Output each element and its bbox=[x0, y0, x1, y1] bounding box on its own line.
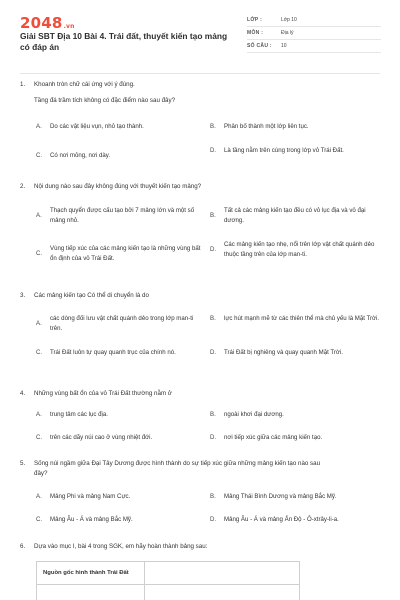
option-letter: A. bbox=[36, 212, 42, 219]
table-cell-label: Nguồn gốc hình thành Trái Đất bbox=[37, 562, 145, 585]
option-d[interactable] bbox=[210, 146, 380, 156]
table-cell-answer[interactable] bbox=[145, 562, 300, 585]
option-letter: D. bbox=[210, 147, 217, 155]
question-subtext: Tầng đá trầm tích không có đặc điểm nào sau đây? bbox=[34, 97, 176, 104]
question-number: 4. bbox=[20, 390, 26, 397]
option-text: trên các dãy núi cao ở vùng nhiệt đới. bbox=[50, 434, 153, 441]
question-1 bbox=[20, 80, 380, 105]
meta-key: LỚP : bbox=[247, 17, 263, 23]
page-header bbox=[0, 0, 400, 66]
option-text: các dòng đối lưu vật chất quánh dẻo trong lớp man-ti trên. bbox=[50, 315, 194, 332]
question-number: 3. bbox=[20, 292, 26, 299]
option-letter: C. bbox=[36, 152, 43, 160]
option-text: ngoài khơi đại dương. bbox=[224, 411, 284, 418]
option-text: Có nơi mỏng, nơi dày. bbox=[50, 152, 111, 159]
option-letter: C. bbox=[36, 349, 43, 357]
option-letter: C. bbox=[36, 434, 43, 442]
header-divider bbox=[20, 73, 380, 74]
table-row bbox=[37, 562, 300, 585]
option-text: Trái Đất luôn tự quay quanh trục của chính nó. bbox=[50, 349, 176, 356]
meta-value: 10 bbox=[281, 43, 287, 49]
brand-name: 2048 bbox=[20, 14, 63, 32]
question-text: Dựa vào mục I, bài 4 trong SGK, em hãy hoàn thành bảng sau: bbox=[34, 543, 208, 550]
question-number: 1. bbox=[20, 81, 26, 88]
option-letter: A. bbox=[36, 320, 42, 327]
question-text: Khoanh tròn chữ cái ứng với ý đúng. bbox=[34, 81, 135, 88]
option-letter: B. bbox=[210, 212, 216, 219]
meta-value: Địa lý bbox=[281, 30, 294, 36]
question-3 bbox=[20, 291, 380, 301]
option-text: Vùng tiếp xúc của các mảng kiến tạo là những vùng bất ổn định của vỏ Trái Đất. bbox=[50, 245, 201, 262]
option-text: Thạch quyển được cấu tạo bởi 7 mảng lớn và một số mảng nhỏ. bbox=[50, 207, 195, 224]
table-cell-label bbox=[37, 585, 145, 600]
table-cell-answer[interactable] bbox=[145, 585, 300, 600]
option-text: lực hút mạnh mẽ từ các thiên thể mà chủ yếu là Mặt Trời. bbox=[224, 315, 380, 322]
option-text: Phân bố thành một lớp liên tục. bbox=[224, 123, 309, 130]
meta-row-count bbox=[247, 40, 381, 53]
option-d[interactable] bbox=[210, 240, 380, 259]
meta-info bbox=[247, 14, 381, 53]
answer-table bbox=[36, 561, 300, 600]
option-text: Mảng Thái Bình Dương và mảng Bắc Mỹ. bbox=[224, 493, 337, 500]
option-letter: B. bbox=[210, 123, 216, 131]
question-4 bbox=[20, 389, 380, 399]
option-d[interactable] bbox=[210, 348, 380, 358]
question-5 bbox=[20, 459, 380, 479]
option-text: Tất cả các mảng kiến tạo đều có vỏ lục địa và vỏ đại dương. bbox=[224, 207, 366, 224]
page-title: Giải SBT Địa 10 Bài 4. Trái đất, thuyết kiến tạo mảng có đáp án bbox=[20, 31, 228, 52]
question-number: 5. bbox=[20, 460, 26, 467]
option-c[interactable] bbox=[36, 515, 206, 525]
option-letter: C. bbox=[36, 250, 43, 257]
option-letter: B. bbox=[210, 411, 216, 419]
option-text: Mảng Âu - Á và mảng Bắc Mỹ. bbox=[50, 516, 133, 523]
option-letter: C. bbox=[36, 516, 43, 524]
question-2 bbox=[20, 182, 380, 192]
option-text: Trái Đất bị nghiêng và quay quanh Mặt Trời. bbox=[224, 349, 343, 356]
option-a[interactable] bbox=[36, 206, 206, 225]
option-text: Mảng Phi và mảng Nam Cực. bbox=[50, 493, 131, 500]
option-d[interactable] bbox=[210, 433, 380, 443]
option-letter: A. bbox=[36, 411, 42, 419]
option-b[interactable] bbox=[210, 122, 380, 132]
option-a[interactable] bbox=[36, 314, 206, 333]
option-letter: D. bbox=[210, 349, 217, 357]
meta-row-subject bbox=[247, 27, 381, 40]
brand-logo[interactable] bbox=[20, 14, 75, 32]
question-text: Nội dung nào sau đây không đúng với thuyết kiến tạo mảng? bbox=[34, 183, 202, 190]
option-a[interactable] bbox=[36, 492, 206, 502]
option-letter: A. bbox=[36, 123, 42, 131]
meta-row-grade bbox=[247, 14, 381, 27]
option-d[interactable] bbox=[210, 515, 380, 525]
option-b[interactable] bbox=[210, 492, 380, 502]
option-a[interactable] bbox=[36, 122, 206, 132]
option-letter: D. bbox=[210, 434, 217, 442]
option-text: Các mảng kiến tạo nhẹ, nổi trên lớp vật chất quánh dẻo thuộc tầng trên của lớp man-ti. bbox=[224, 241, 375, 258]
option-b[interactable] bbox=[210, 206, 380, 225]
option-b[interactable] bbox=[210, 314, 380, 324]
question-number: 2. bbox=[20, 183, 26, 190]
option-letter: D. bbox=[210, 516, 217, 524]
option-b[interactable] bbox=[210, 410, 380, 420]
table-row bbox=[37, 585, 300, 600]
question-text: Những vùng bất ổn của vỏ Trái Đất thường nằm ở bbox=[34, 390, 172, 397]
option-letter: A. bbox=[36, 493, 42, 501]
meta-key: MÔN : bbox=[247, 30, 264, 36]
meta-value: Lớp 10 bbox=[281, 17, 297, 23]
option-text: nơi tiếp xúc giữa các mảng kiến tạo. bbox=[224, 434, 323, 441]
option-letter: B. bbox=[210, 493, 216, 501]
option-text: Mảng Âu - Á và mảng Ấn Độ - Ô-xtrây-li-a. bbox=[224, 516, 339, 523]
question-6 bbox=[20, 542, 380, 552]
question-number: 6. bbox=[20, 543, 26, 550]
question-text: Sống núi ngầm giữa Đại Tây Dương được hình thành do sự tiếp xúc giữa những mảng kiến tạo nào sau đây? bbox=[34, 460, 321, 477]
option-text: trung tâm các lục địa. bbox=[50, 411, 108, 418]
option-a[interactable] bbox=[36, 410, 206, 420]
meta-key: SỐ CÂU : bbox=[247, 43, 272, 49]
option-c[interactable] bbox=[36, 244, 206, 263]
option-text: Do các vật liệu vụn, nhỏ tạo thành. bbox=[50, 123, 144, 130]
option-letter: B. bbox=[210, 315, 216, 323]
option-c[interactable] bbox=[36, 433, 206, 443]
option-letter: D. bbox=[210, 246, 217, 253]
option-text: Là tầng nằm trên cùng trong lớp vỏ Trái Đất. bbox=[224, 147, 344, 154]
option-c[interactable] bbox=[36, 348, 206, 358]
brand-suffix: .vn bbox=[63, 23, 75, 30]
question-text: Các mảng kiến tạo Có thể di chuyển là do bbox=[34, 292, 149, 299]
option-c[interactable] bbox=[36, 151, 206, 161]
